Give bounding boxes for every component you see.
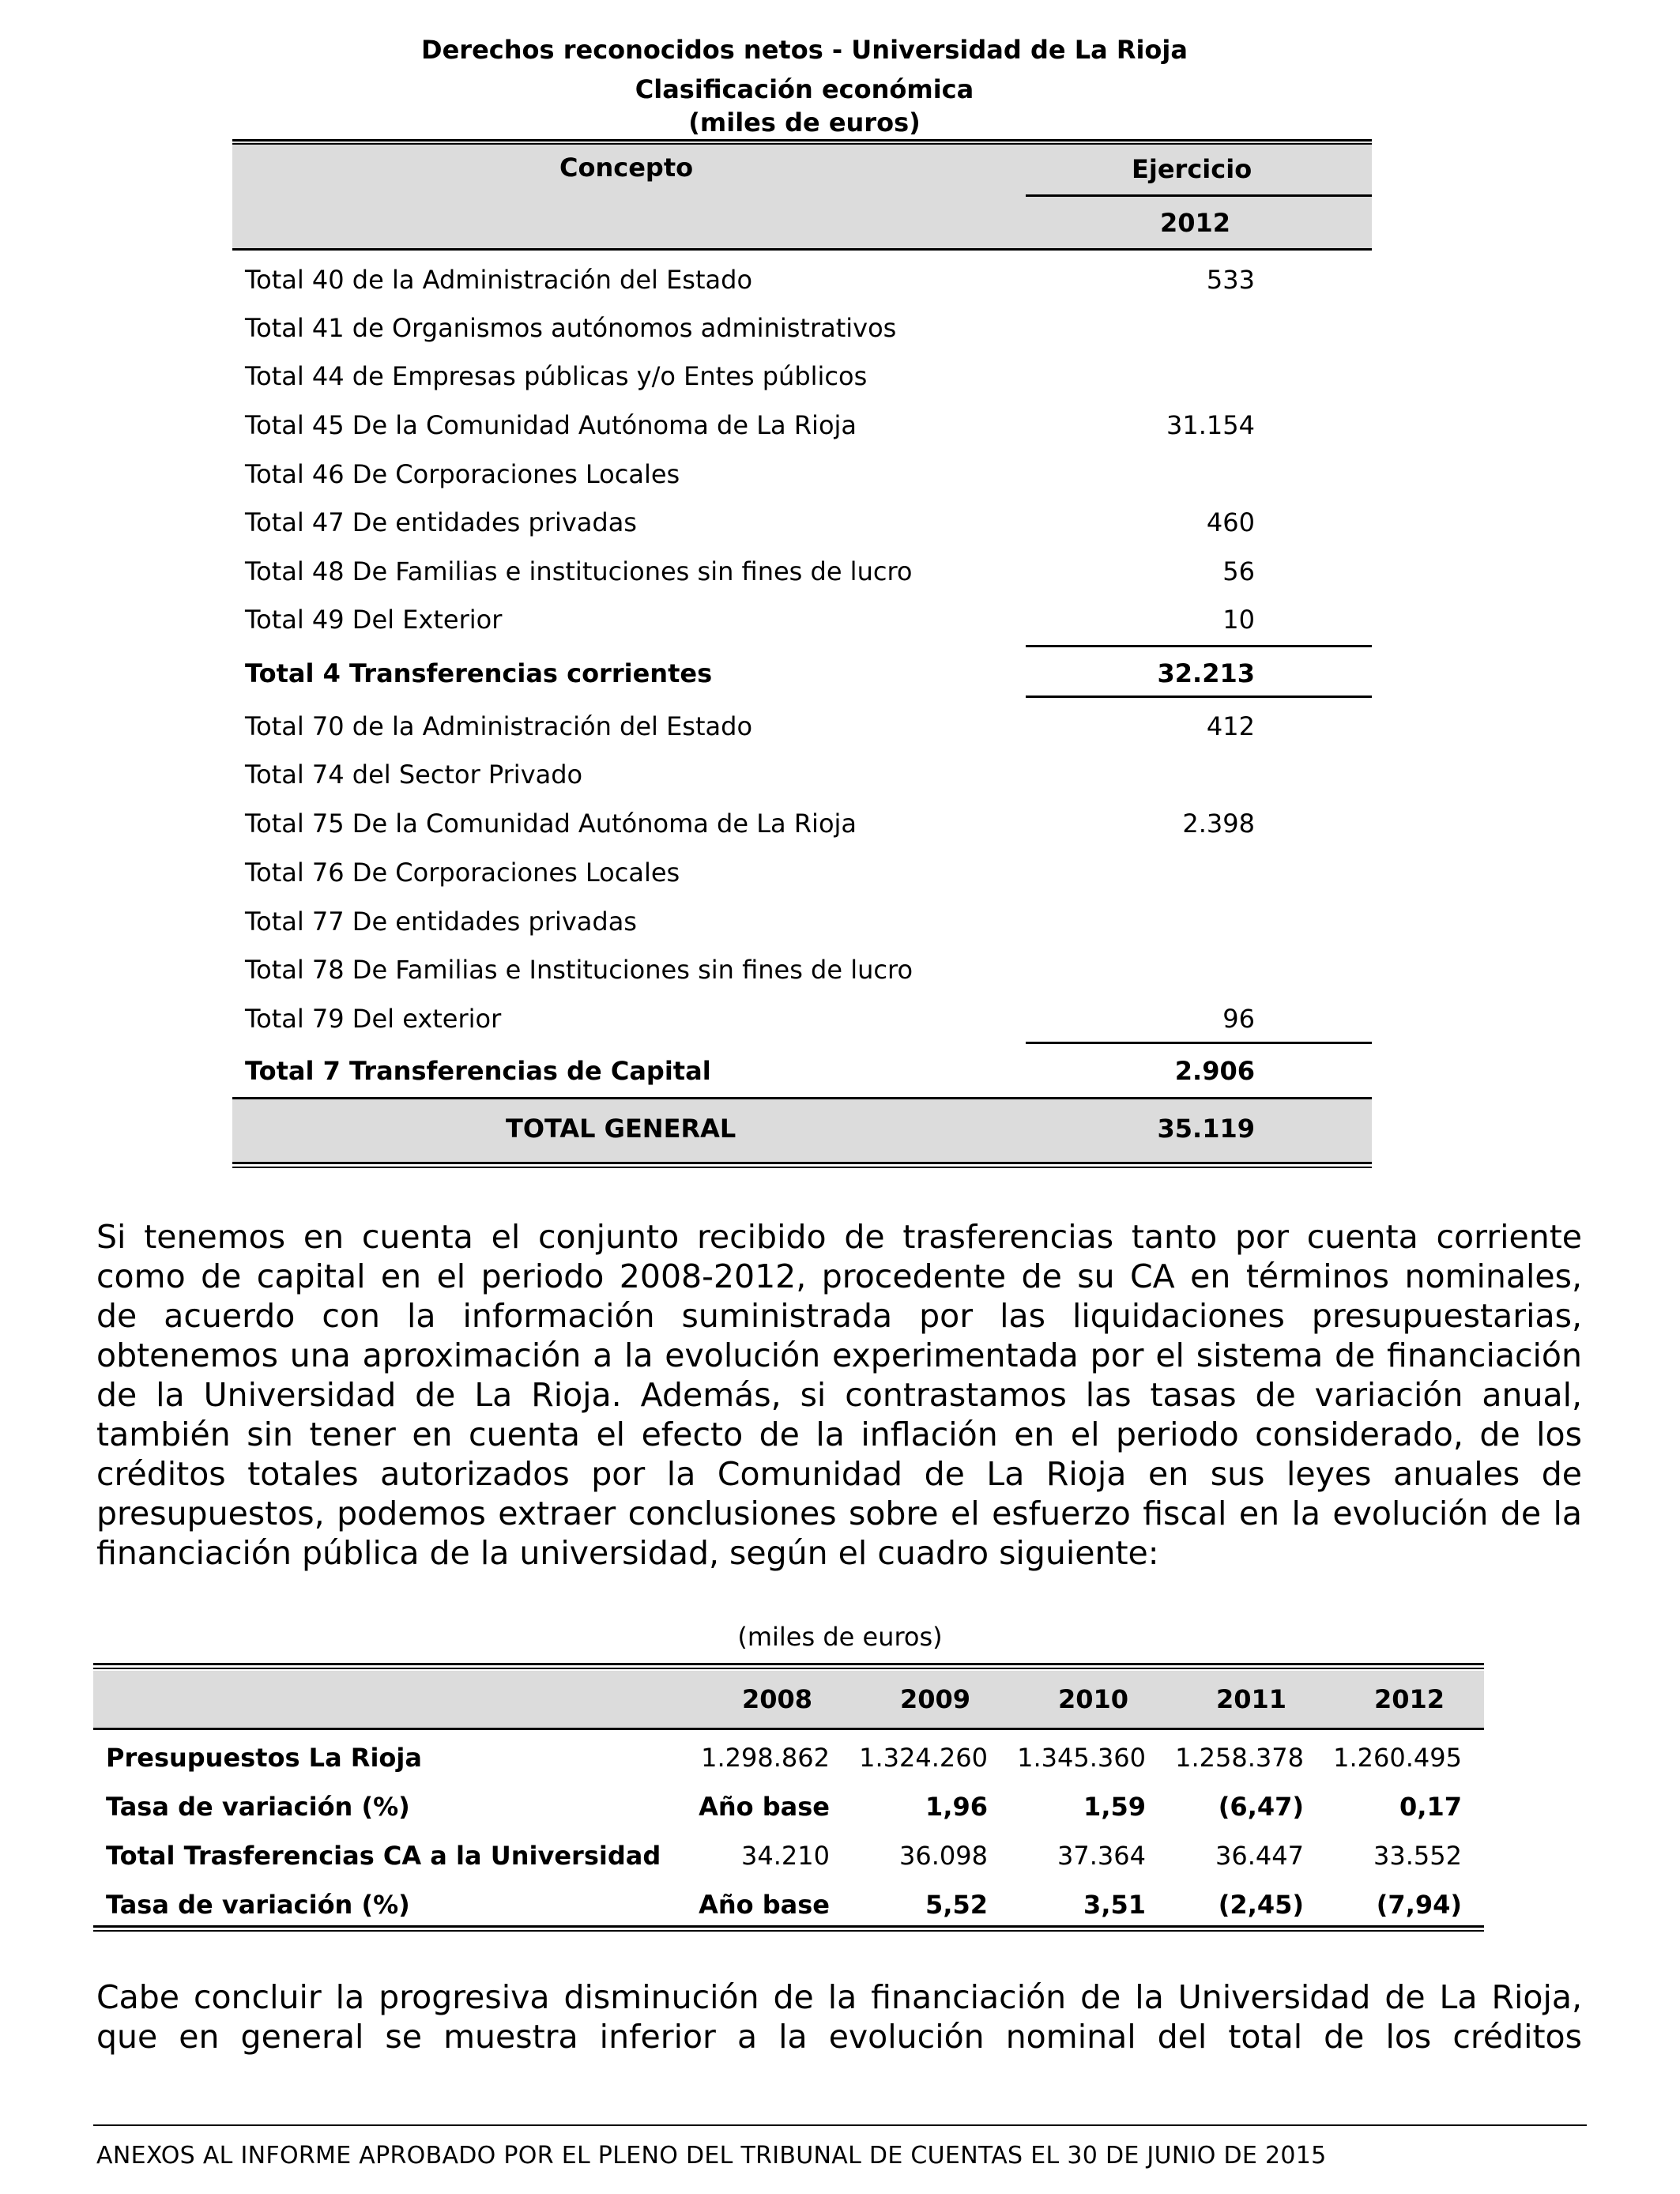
row-value: 10 [1222, 605, 1255, 635]
table-bottom-rule [93, 1925, 1484, 1928]
year-header: 2010 [1057, 1684, 1128, 1714]
table-bottom-rule [232, 1162, 1372, 1164]
table-top-rule [93, 1663, 1484, 1665]
row-value: 0,17 [1399, 1792, 1462, 1822]
row-value: 1,96 [925, 1792, 988, 1822]
row-value: 37.364 [1057, 1841, 1146, 1871]
row-value: 56 [1222, 556, 1255, 586]
table2-units: (miles de euros) [737, 1622, 943, 1652]
row-value: 460 [1206, 507, 1255, 537]
table-bottom-rule-inner [232, 1167, 1372, 1168]
subtotal-value: 2.906 [1174, 1056, 1255, 1086]
row-label: Total Trasferencias CA a la Universidad [106, 1841, 661, 1871]
paragraph-line: Si tenemos en cuenta el conjunto recibido de trasferencias tanto por cuenta corriente [96, 1218, 1582, 1256]
row-label: Total 47 De entidades privadas [245, 507, 637, 537]
row-value: 412 [1206, 711, 1255, 741]
page-footer: ANEXOS AL INFORME APROBADO POR EL PLENO DEL TRIBUNAL DE CUENTAS EL 30 DE JUNIO DE 2015 [96, 2142, 1327, 2169]
row-label: Total 49 Del Exterior [245, 605, 503, 635]
paragraph-2 [96, 1977, 1582, 2056]
rights-table [232, 139, 1372, 1171]
paragraph-line: como de capital en el periodo 2008-2012, procedente de su CA en términos nominales, [96, 1257, 1582, 1295]
row-value: 3,51 [1083, 1890, 1146, 1920]
funding-table [93, 1661, 1484, 1934]
table1-subtitle: Clasificación económica [635, 74, 974, 104]
subtotal-top-rule [1026, 1042, 1372, 1044]
row-label: Total 41 de Organismos autónomos administrativos [245, 313, 897, 343]
paragraph-line: Cabe concluir la progresiva disminución de la financiación de la Universidad de La Rioja, [96, 1978, 1582, 2016]
row-label: Total 45 De la Comunidad Autónoma de La Rioja [245, 410, 857, 440]
row-value: Año base [699, 1792, 830, 1822]
paragraph-line: de la Universidad de La Rioja. Además, si contrastamos las tasas de variación anual, [96, 1376, 1582, 1414]
paragraph-line: que en general se muestra inferior a la evolución nominal del total de los créditos [96, 2018, 1582, 2056]
row-value: 1.260.495 [1333, 1743, 1462, 1773]
paragraph-line: obtenemos una aproximación a la evolución experimentada por el sistema de financiación [96, 1336, 1582, 1374]
table-bottom-rule-inner [93, 1930, 1484, 1932]
row-value: 5,52 [925, 1890, 988, 1920]
paragraph-1 [96, 1217, 1582, 1573]
row-label: Total 79 Del exterior [245, 1004, 502, 1034]
row-label: Total 74 del Sector Privado [245, 760, 583, 790]
row-label: Tasa de variación (%) [106, 1792, 410, 1822]
header-bottom-rule [232, 248, 1372, 251]
row-label: Total 40 de la Administración del Estado [245, 265, 753, 295]
paragraph-line: créditos totales autorizados por la Comunidad de La Rioja en sus leyes anuales de [96, 1455, 1582, 1493]
row-label: Total 46 De Corporaciones Locales [245, 459, 680, 489]
year-header: 2012 [1373, 1684, 1445, 1714]
row-value: 36.447 [1215, 1841, 1304, 1871]
paragraph-line: de acuerdo con la información suministrada por las liquidaciones presupuestarias, [96, 1297, 1582, 1335]
paragraph-line: presupuestos, podemos extraer conclusiones sobre el esfuerzo fiscal en la evolución de la [96, 1495, 1582, 1532]
row-label: Total 78 De Familias e Instituciones sin fines de lucro [245, 955, 913, 985]
row-value: 1.298.862 [701, 1743, 830, 1773]
row-label: Total 75 De la Comunidad Autónoma de La Rioja [245, 809, 857, 839]
row-value: 533 [1206, 265, 1255, 295]
footer-rule [93, 2124, 1587, 2126]
row-value: 1,59 [1083, 1792, 1146, 1822]
total-top-rule [232, 1097, 1372, 1099]
row-value: 1.324.260 [859, 1743, 988, 1773]
total-general-value: 35.119 [1157, 1114, 1255, 1144]
row-value: 31.154 [1166, 410, 1255, 440]
row-value: 2.398 [1182, 809, 1255, 839]
subtotal-bottom-rule [1026, 696, 1372, 698]
row-value: (7,94) [1376, 1890, 1462, 1920]
row-value: 34.210 [741, 1841, 830, 1871]
row-value: 33.552 [1373, 1841, 1462, 1871]
row-value: (2,45) [1218, 1890, 1304, 1920]
row-label: Tasa de variación (%) [106, 1890, 410, 1920]
header-year: 2012 [1160, 208, 1231, 238]
row-label: Total 48 De Familias e instituciones sin fines de lucro [245, 556, 913, 586]
table1-title: Derechos reconocidos netos - Universidad de La Rioja [421, 35, 1188, 65]
row-label: Total 77 De entidades privadas [245, 907, 637, 937]
row-label: Total 44 de Empresas públicas y/o Entes públicos [245, 361, 868, 391]
row-label: Presupuestos La Rioja [106, 1743, 422, 1773]
year-header: 2011 [1215, 1684, 1286, 1714]
row-value: 1.345.360 [1017, 1743, 1146, 1773]
subtotal-label: Total 4 Transferencias corrientes [245, 658, 713, 688]
row-label: Total 70 de la Administración del Estado [245, 711, 753, 741]
header-concepto: Concepto [559, 153, 694, 183]
subtotal-value: 32.213 [1157, 658, 1255, 688]
header-ejercicio: Ejercicio [1132, 154, 1252, 184]
row-label: Total 76 De Corporaciones Locales [245, 858, 680, 888]
row-value: 36.098 [899, 1841, 988, 1871]
paragraph-line: financiación pública de la universidad, según el cuadro siguiente: [96, 1534, 1159, 1572]
row-value: 1.258.378 [1175, 1743, 1304, 1773]
subtotal-label: Total 7 Transferencias de Capital [245, 1056, 711, 1086]
year-header: 2009 [899, 1684, 970, 1714]
paragraph-line: también sin tener en cuenta el efecto de la inflación en el periodo considerado, de los [96, 1416, 1582, 1453]
header-bottom-rule [93, 1728, 1484, 1730]
table-top-rule [232, 139, 1372, 141]
row-value: (6,47) [1218, 1792, 1304, 1822]
table-top-rule-inner [232, 143, 1372, 145]
table1-units: (miles de euros) [688, 107, 921, 138]
table-top-rule-inner [93, 1668, 1484, 1669]
subtotal-top-rule [1026, 645, 1372, 647]
year-header: 2008 [741, 1684, 812, 1714]
row-value: Año base [699, 1890, 830, 1920]
year-rule [1026, 194, 1372, 197]
total-general-label: TOTAL GENERAL [506, 1114, 736, 1144]
row-value: 96 [1222, 1004, 1255, 1034]
